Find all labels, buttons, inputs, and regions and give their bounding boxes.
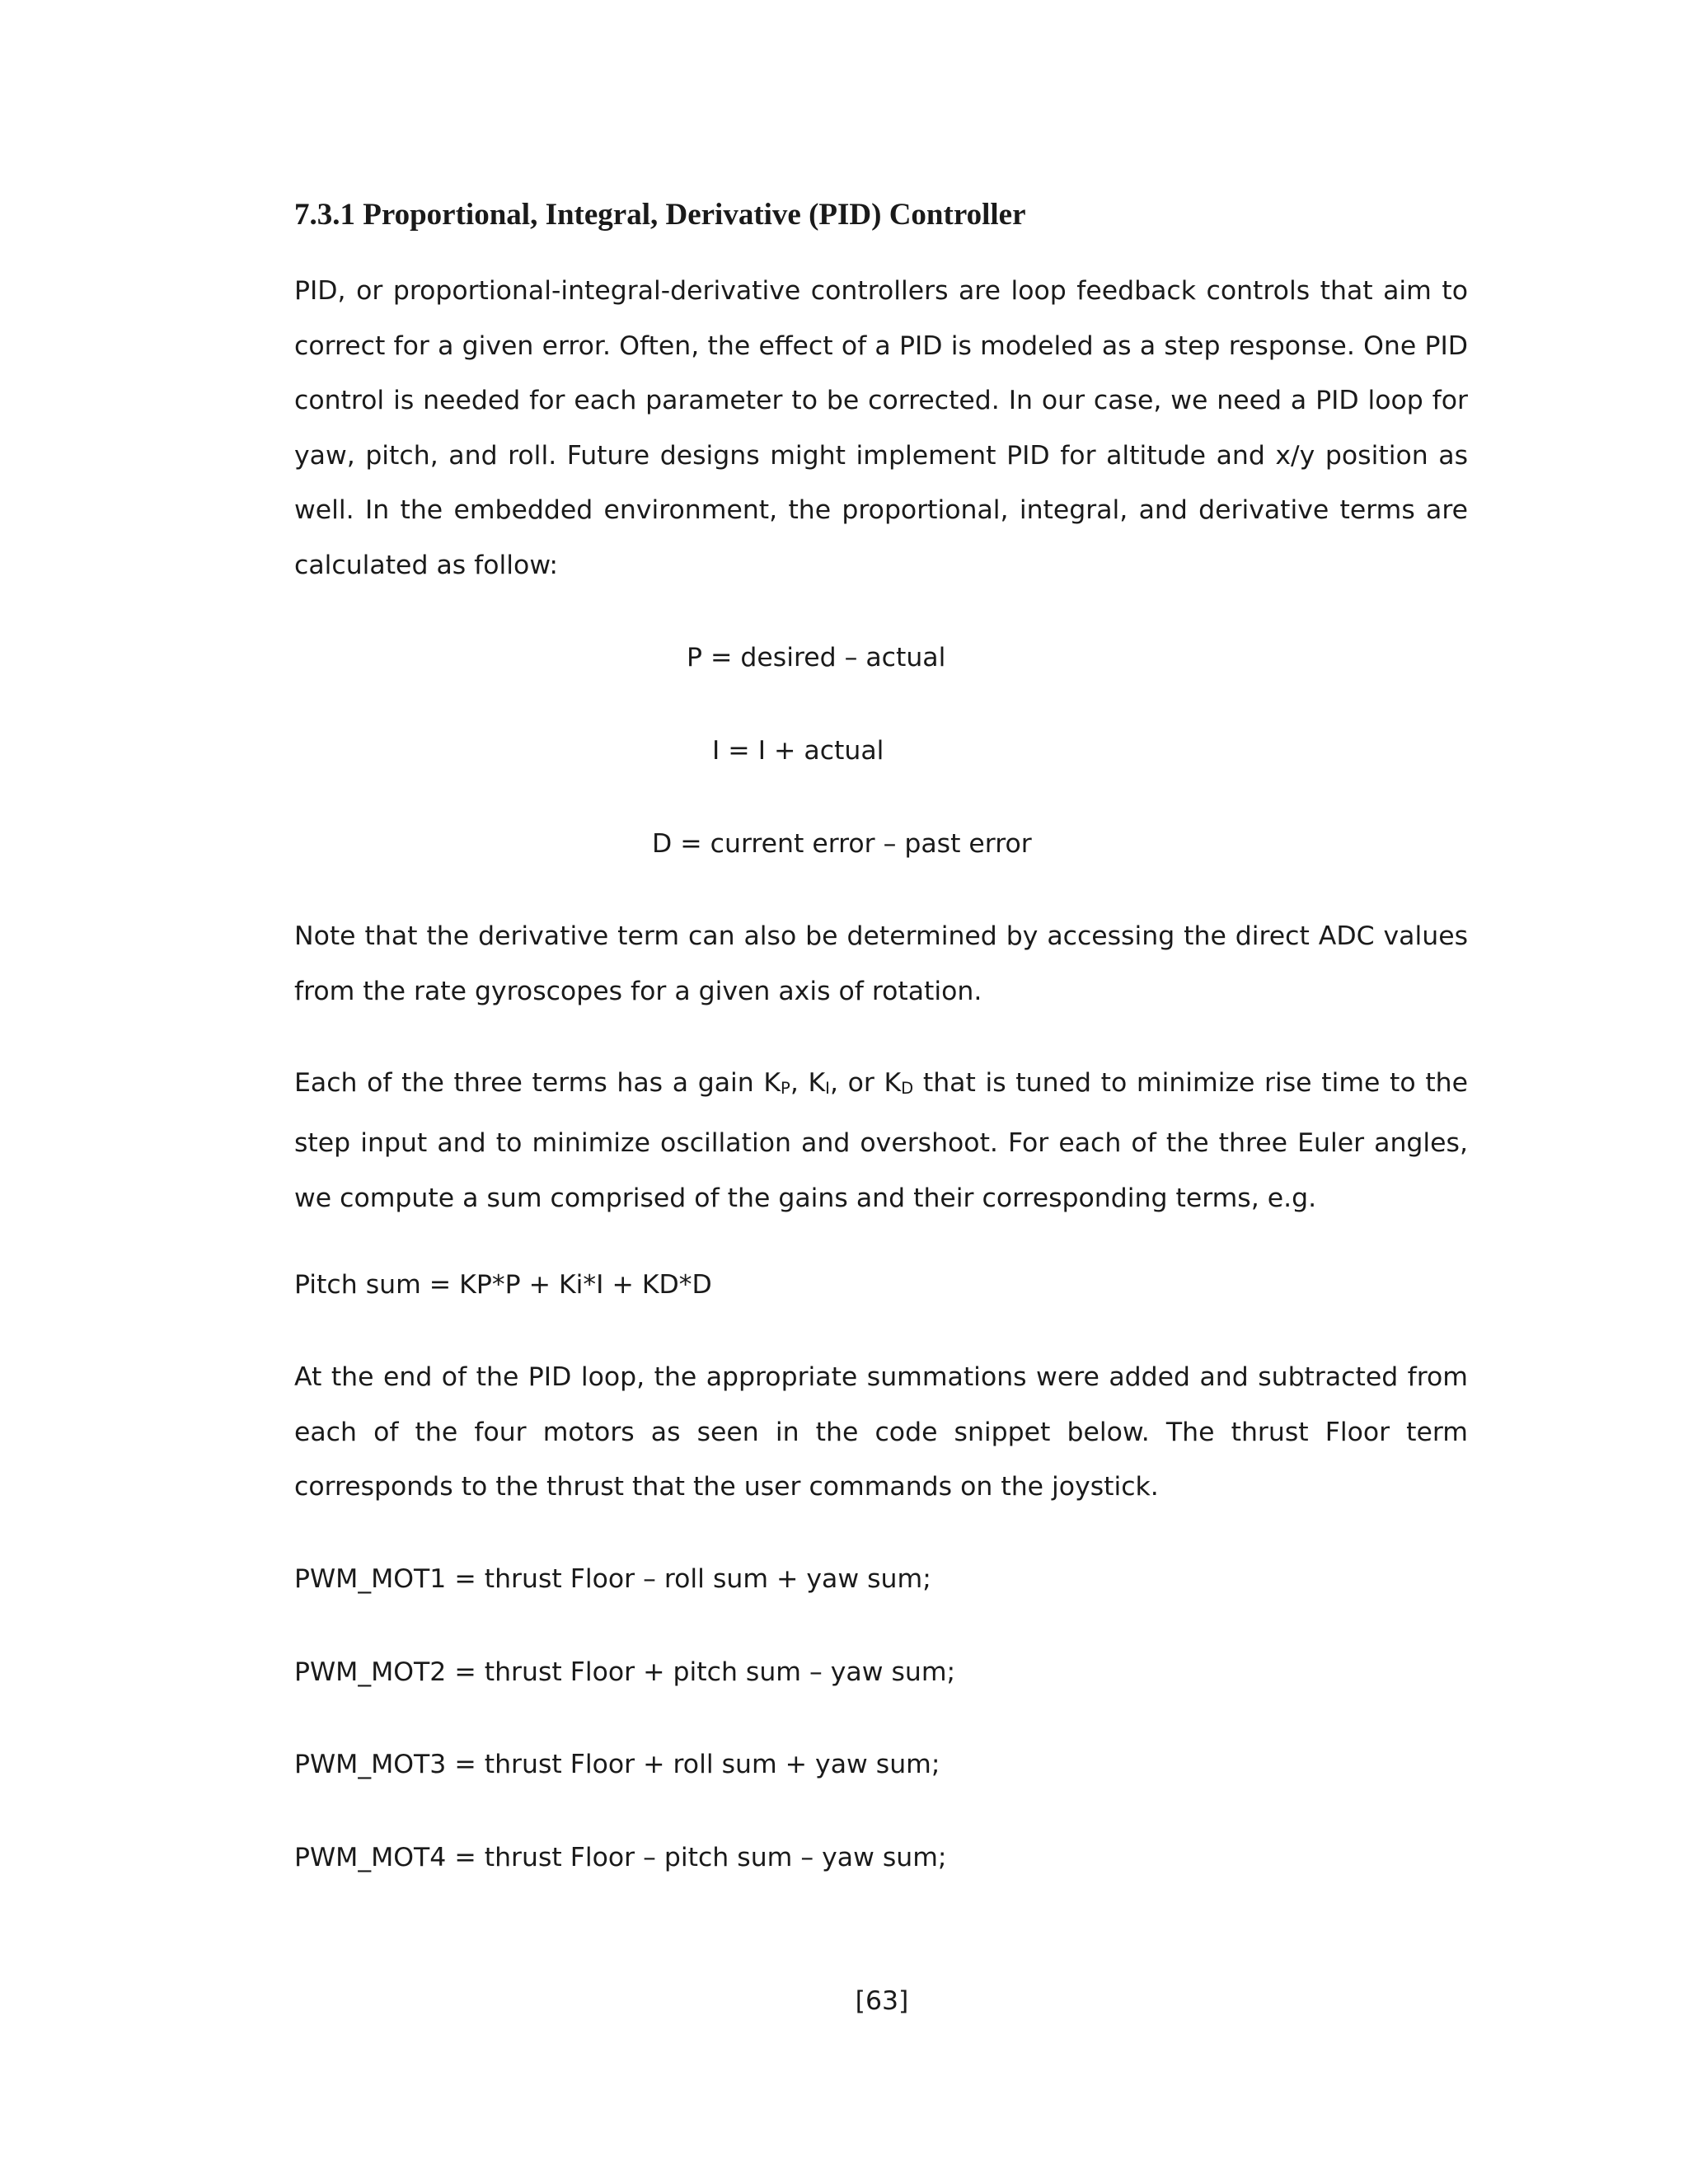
equation-derivative: D = current error – past error xyxy=(652,829,1032,859)
code-line-mot2: PWM_MOT2 = thrust Floor + pitch sum – yaw sum; xyxy=(294,1657,956,1687)
equation-proportional: P = desired – actual xyxy=(687,643,946,673)
gain-subscript-i: I xyxy=(825,1078,830,1098)
section-heading: 7.3.1 Proportional, Integral, Derivative (PID) Controller xyxy=(294,198,1026,232)
equation-integral: I = I + actual xyxy=(712,736,884,766)
gain-subscript-p: P xyxy=(781,1078,790,1098)
gains-text-end: that is tuned to minimize rise time to the step input and to minimize oscillation and overshoot. For each of the three Euler angles, we compute a sum comprised of the gains and their corresponding terms, e.g. xyxy=(294,1068,1469,1213)
page-number: [63] xyxy=(855,1986,909,2016)
gains-separator-2: , or K xyxy=(829,1068,902,1098)
end-of-loop-paragraph: At the end of the PID loop, the appropriate summations were added and subtracted from each of the four motors as seen in the code snippet below. The thrust Floor term corresponds to the thrust that the user commands on the joystick. xyxy=(294,1362,1468,1502)
gains-separator-1: , K xyxy=(790,1068,826,1098)
code-line-mot1: PWM_MOT1 = thrust Floor – roll sum + yaw sum; xyxy=(294,1564,931,1594)
gains-text-start: Each of the three terms has a gain K xyxy=(294,1068,781,1098)
gain-subscript-d: D xyxy=(901,1078,914,1098)
gains-paragraph xyxy=(294,1056,1468,1226)
code-line-mot4: PWM_MOT4 = thrust Floor – pitch sum – yaw sum; xyxy=(294,1843,947,1872)
pitch-sum-formula: Pitch sum = KP*P + Ki*I + KD*D xyxy=(294,1270,712,1300)
code-line-mot3: PWM_MOT3 = thrust Floor + roll sum + yaw sum; xyxy=(294,1750,940,1779)
derivative-note-paragraph: Note that the derivative term can also be determined by accessing the direct ADC values from the rate gyroscopes for a given axis of rotation. xyxy=(294,921,1468,1006)
intro-paragraph: PID, or proportional-integral-derivative controllers are loop feedback controls that aim to correct for a given error. Often, the effect of a PID is modeled as a step response. One PID control is needed for each parameter to be corrected. In our case, we need a PID loop for yaw, pitch, and roll. Future designs might implement PID for altitude and x/y position as well. In the embedded environment, the proportional, integral, and derivative terms are calculated as follow: xyxy=(294,276,1468,580)
